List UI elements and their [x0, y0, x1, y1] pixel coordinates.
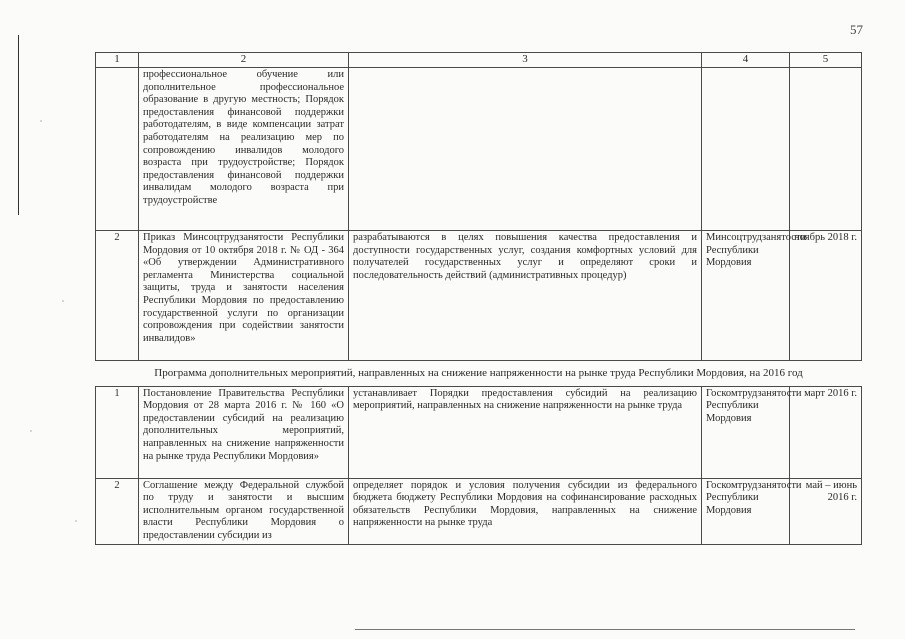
- section-title: Программа дополнительных мероприятий, направленных на снижение напряженности на рынке труда Республики Мордовия, на 2016 год: [96, 361, 862, 387]
- row-number: [96, 68, 139, 231]
- organization-cell: Госкомтрудзанятости Республики Мордовия: [702, 478, 790, 544]
- organization-cell: Госкомтрудзанятости Республики Мордовия: [702, 386, 790, 478]
- header-cell: 5: [790, 53, 862, 68]
- table-header-row: [96, 53, 862, 68]
- header-cell: 4: [702, 53, 790, 68]
- document-cell: Приказ Минсоцтрудзанятости Республики Мордовия от 10 октября 2018 г. № ОД - 364 «Об утверждении Административного регламента Министерства социальной защиты, труда и занятости населения Республики Мордовия по предоставлению государственной услуги по организации сопровождения при содействии занятости инвалидов»: [139, 231, 349, 361]
- header-cell: 1: [96, 53, 139, 68]
- date-cell: ноябрь 2018 г.: [790, 231, 862, 361]
- table-row: [96, 68, 862, 231]
- margin-line: [18, 35, 19, 215]
- document-cell: Постановление Правительства Республики Мордовия от 28 марта 2016 г. № 160 «О предоставлении субсидий на реализацию дополнительных мероприятий, направленных на снижение напряженности на рынке труда Республики Мордовия»: [139, 386, 349, 478]
- row-number: 2: [96, 231, 139, 361]
- date-cell: март 2016 г.: [790, 386, 862, 478]
- document-cell: Соглашение между Федеральной службой по труду и занятости и высшим исполнительным органом государственной власти Республики Мордовия о предоставлении субсидии из: [139, 478, 349, 544]
- organization-cell: Минсоцтрудзанятости Республики Мордовия: [702, 231, 790, 361]
- date-cell: [790, 68, 862, 231]
- section-row: [96, 361, 862, 387]
- bottom-rule: [355, 629, 855, 630]
- description-cell: определяет порядок и условия получения субсидии из федерального бюджета бюджету Республики Мордовия на софинансирование расходных обязательств Республики Мордовия, направленных на снижение напряженности на рынке труда: [349, 478, 702, 544]
- row-number: 2: [96, 478, 139, 544]
- description-cell: разрабатываются в целях повышения качества предоставления и доступности государственных услуг, создания комфортных условий для получателей государственных услуг и определяют сроки и последовательность действий (административных процедур): [349, 231, 702, 361]
- row-number: 1: [96, 386, 139, 478]
- organization-cell: [702, 68, 790, 231]
- header-cell: 2: [139, 53, 349, 68]
- document-table: [95, 52, 862, 545]
- table-row: [96, 478, 862, 544]
- description-cell: [349, 68, 702, 231]
- table-row: [96, 386, 862, 478]
- description-cell: устанавливает Порядки предоставления субсидий на реализацию мероприятий, направленных на снижение напряженности на рынке труда: [349, 386, 702, 478]
- date-cell: май – июнь 2016 г.: [790, 478, 862, 544]
- header-cell: 3: [349, 53, 702, 68]
- page-number: 57: [850, 22, 863, 37]
- table-row: [96, 231, 862, 361]
- document-cell: профессиональное обучение или дополнительное профессиональное образование в другую местность; Порядок предоставления финансовой поддержки работодателям, в виде компенсации затрат работодателям на реализацию мер по сопровождению инвалидов молодого возраста при трудоустройстве; Порядок предоставления финансовой поддержки инвалидам молодого возраста при трудоустройстве: [139, 68, 349, 231]
